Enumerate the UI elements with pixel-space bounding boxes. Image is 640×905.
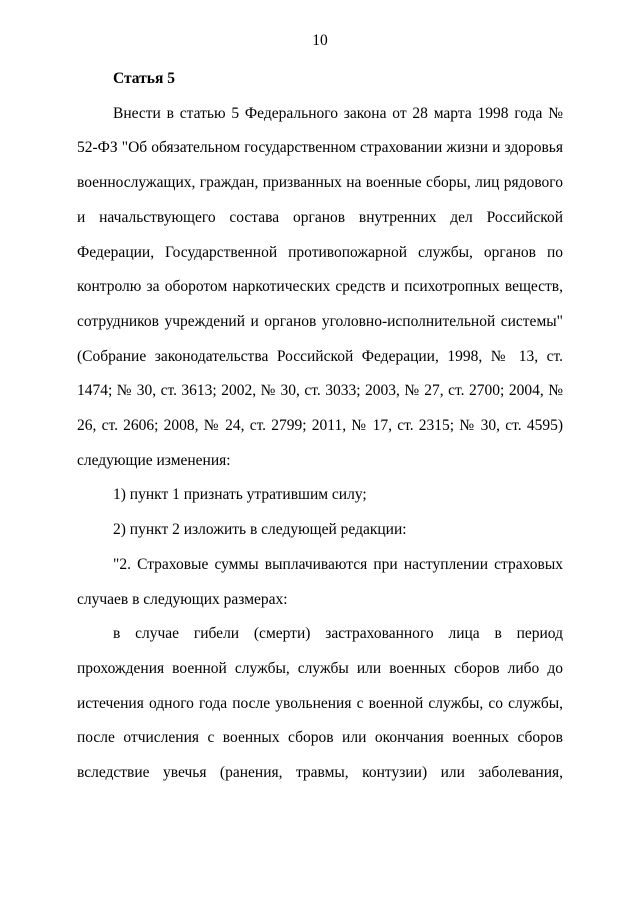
- page-number: 10: [312, 32, 328, 49]
- paragraph-item-1: 1) пункт 1 признать утратившим силу;: [113, 486, 367, 504]
- paragraph-item-2: 2) пункт 2 изложить в следующей редакции:: [113, 521, 407, 539]
- paragraph-amendment-intro: Внести в статью 5 Федерального закона от 28 марта 1998 года № 52-ФЗ "Об обязательном государственном страховании жизни и здоровья военнослужащих, граждан, призванных на военные сборы, лиц рядового и начальствующего состава органов внутренних дел Российской Федерации, Государственной противопожарной службы, органов по контролю за оборотом наркотических средств и психотропных веществ, сотрудников учреждений и органов уголовно-исполнительной системы" (Собрание законодательства Российской Федерации, 1998, № 13, ст. 1474; № 30, ст. 3613; 2002, № 30, ст. 3033; 2003, № 27, ст. 2700; 2004, № 26, ст. 2606; 2008, № 24, ст. 2799; 2011, № 17, ст. 2315; № 30, ст. 4595) следующие изменения:: [77, 104, 563, 469]
- paragraph-death-case: в случае гибели (смерти) застрахованного лица в период прохождения военной службы, службы или военных сборов либо до истечения одного года после увольнения с военной службы, со службы, после отчисления с военных сборов или окончания военных сборов вследствие увечья (ранения, травмы, контузии) или заболевания,: [77, 625, 563, 782]
- paragraph-insurance-sums: "2. Страховые суммы выплачиваются при наступлении страховых случаев в следующих размерах:: [77, 555, 563, 608]
- document-body: [77, 62, 563, 791]
- article-heading: Статья 5: [113, 70, 175, 87]
